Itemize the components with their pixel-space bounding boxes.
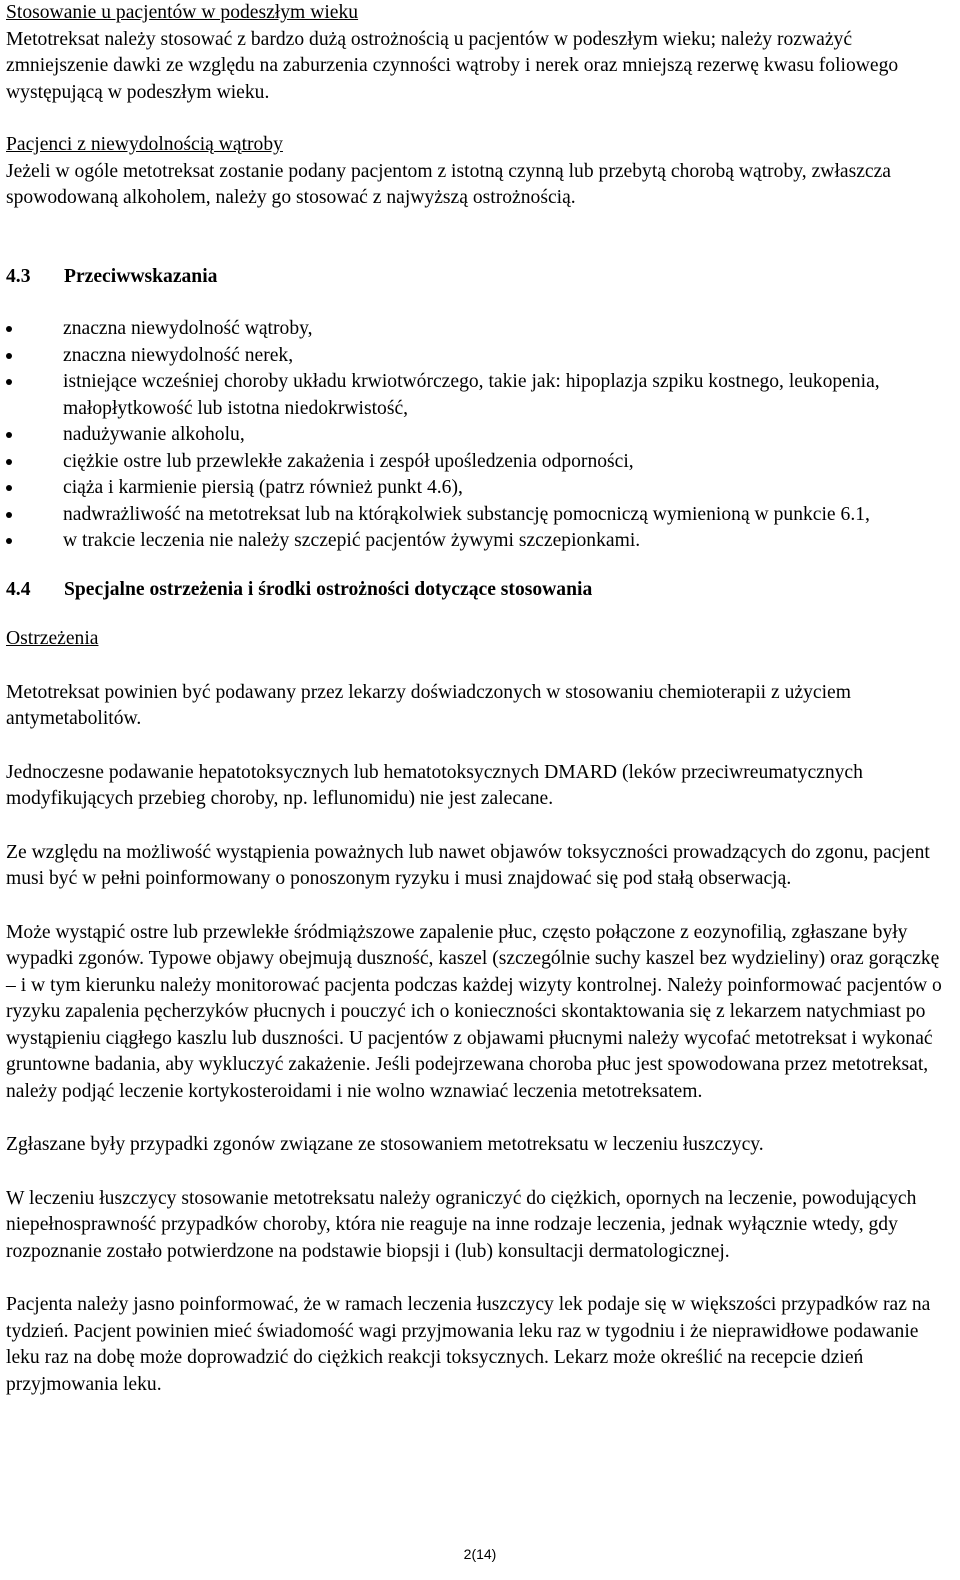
list-item: istniejące wcześniej choroby układu krwiotwórczego, takie jak: hipoplazja szpiku kostnego, leukopenia, małopłytkowość lub istotna niedokrwistość, — [6, 369, 954, 422]
list-item: w trakcie leczenia nie należy szczepić pacjentów żywymi szczepionkami. — [6, 528, 954, 555]
document-page — [6, 0, 954, 1398]
section-4-4-title: Specjalne ostrzeżenia i środki ostrożności dotyczące stosowania — [64, 578, 593, 600]
hepatic-text: Jeżeli w ogóle metotreksat zostanie podany pacjentom z istotną czynną lub przebytą chorobą wątroby, zwłaszcza spowodowaną alkoholem, należy go stosować z najwyższą ostrożnością. — [6, 160, 891, 208]
warnings-paragraph: Ze względu na możliwość wystąpienia poważnych lub nawet objawów toksyczności prowadzących do zgonu, pacjent musi być w pełni poinformowany o ponoszonym ryzyku i musi znajdować się pod stałą obserwacją. — [6, 841, 930, 889]
section-4-3-title: Przeciwwskazania — [64, 265, 218, 287]
list-item: ciąża i karmienie piersią (patrz również punkt 4.6), — [6, 475, 954, 502]
warnings-subheading: Ostrzeżenia — [6, 628, 99, 649]
warnings-paragraph: Pacjenta należy jasno poinformować, że w ramach leczenia łuszczycy lek podaje się w większości przypadków raz na tydzień. Pacjent powinien mieć świadomość wagi przyjmowania leku raz w tygodniu i że nieprawidłowe podawanie leku raz na dobę może doprowadzić do ciężkich reakcji toksycznych. Lekarz może określić na recepcie dzień przyjmowania leku. — [6, 1294, 931, 1395]
contraindications-list — [6, 316, 954, 555]
warnings-paragraph: Może wystąpić ostre lub przewlekłe śródmiąższowe zapalenie płuc, często połączone z eozynofilią, zgłaszane były wypadki zgonów. Typowe objawy obejmują duszność, kaszel (szczególnie suchy kaszel bez wydzieliny) oraz gorączkę – i w tym kierunku należy monitorować pacjenta podczas każdej wizyty kontrolnej. Należy poinformować pacjentów o ryzyku zapalenia pęcherzyków płucnych i pouczyć ich o konieczności skontaktowania się z lekarzem natychmiast po wystąpieniu ciągłego kaszlu lub duszności. U pacjentów z objawami płucnymi należy wycofać metotreksat i wykonać gruntowne badania, aby wykluczyć zakażenie. Jeśli podejrzewana choroba płuc jest spowodowana przez metotreksat, należy podjąć leczenie kortykosteroidami i nie wolno wznawiać leczenia metotreksatem. — [6, 921, 942, 1102]
page-number: 2(14) — [463, 1546, 497, 1562]
section-4-3-number: 4.3 — [6, 265, 31, 287]
warnings-paragraph: Jednoczesne podawanie hepatotoksycznych lub hematotoksycznych DMARD (leków przeciwreumatycznych modyfikujących przebieg choroby, np. leflunomidu) nie jest zalecane. — [6, 761, 863, 809]
elderly-text: Metotreksat należy stosować z bardzo dużą ostrożnością u pacjentów w podeszłym wieku; należy rozważyć zmniejszenie dawki ze względu na zaburzenia czynności wątroby i nerek oraz mniejszą rezerwę kwasu foliowego występującą w podeszłym wieku. — [6, 28, 899, 103]
section-4-4-number: 4.4 — [6, 578, 31, 600]
list-item: ciężkie ostre lub przewlekłe zakażenia i zespół upośledzenia odporności, — [6, 449, 954, 476]
warnings-paragraph: Zgłaszane były przypadki zgonów związane ze stosowaniem metotreksatu w leczeniu łuszczycy. — [6, 1134, 764, 1155]
warnings-paragraph: W leczeniu łuszczycy stosowanie metotreksatu należy ograniczyć do ciężkich, opornych na leczenie, powodujących niepełnosprawność przypadków choroby, która nie reaguje na inne rodzaje leczenia, jednak wyłącznie wtedy, gdy rozpoznanie zostało potwierdzone na podstawie biopsji i (lub) konsultacji dermatologicznej. — [6, 1187, 917, 1262]
section-4-3-heading — [6, 264, 954, 291]
list-item: znaczna niewydolność wątroby, — [6, 316, 954, 343]
list-item: nadużywanie alkoholu, — [6, 422, 954, 449]
section-4-4-heading — [6, 577, 954, 604]
list-item: znaczna niewydolność nerek, — [6, 343, 954, 370]
hepatic-heading: Pacjenci z niewydolnością wątroby — [6, 134, 283, 155]
warnings-paragraph: Metotreksat powinien być podawany przez lekarzy doświadczonych w stosowaniu chemioterapii z użyciem antymetabolitów. — [6, 681, 851, 729]
elderly-heading: Stosowanie u pacjentów w podeszłym wieku — [6, 2, 359, 23]
list-item: nadwrażliwość na metotreksat lub na którąkolwiek substancję pomocniczą wymienioną w punkcie 6.1, — [6, 502, 954, 529]
